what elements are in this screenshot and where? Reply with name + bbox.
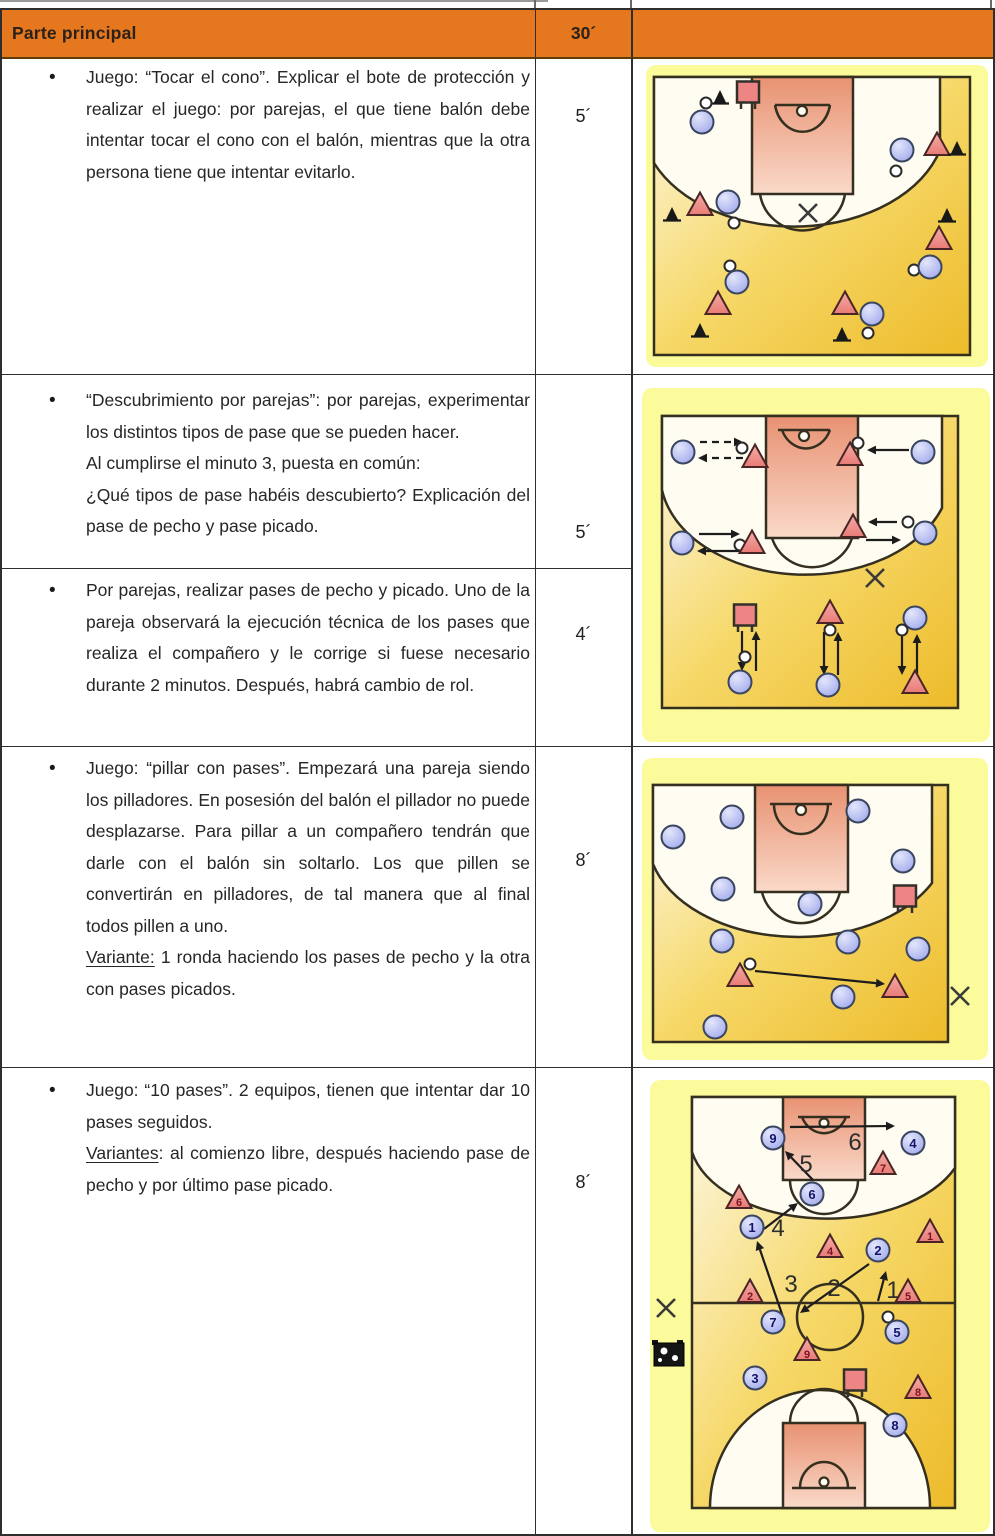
paragraph — [49, 1075, 530, 1138]
bullet-dot: • — [49, 390, 56, 411]
ball-icon — [737, 443, 748, 454]
player-marker — [891, 139, 914, 162]
diagram-cell — [633, 747, 993, 1068]
exercise-text-cell — [2, 59, 536, 375]
paragraph — [86, 1138, 530, 1201]
paragraph — [49, 753, 530, 942]
player-marker — [717, 191, 740, 214]
ball-icon — [891, 166, 902, 177]
svg-text:5: 5 — [904, 1291, 912, 1303]
paragraph — [49, 385, 530, 448]
text-run: Por parejas, realizar pases de pecho y picado. Uno de la pareja observará la ejecución técnica de los pases que realiza el compañero y le corrige si fuese necesario durante 2 minutos. Después, habrá cambio de rol. — [86, 580, 530, 695]
svg-text:8: 8 — [891, 1418, 899, 1433]
svg-text:2: 2 — [746, 1291, 754, 1303]
header-cell-duration — [536, 10, 633, 59]
player-marker — [914, 522, 937, 545]
player-marker — [741, 1216, 764, 1239]
diagram-cell — [633, 59, 993, 375]
duration-cell — [536, 747, 633, 1068]
player-marker — [912, 441, 935, 464]
bullet-dot: • — [49, 67, 56, 88]
player-marker — [867, 1239, 890, 1262]
paragraph — [49, 575, 530, 701]
svg-text:4: 4 — [826, 1246, 834, 1258]
row2-wrapper — [2, 375, 633, 747]
ball-icon — [825, 625, 836, 636]
svg-text:6: 6 — [735, 1197, 743, 1209]
paragraph — [86, 942, 530, 1005]
svg-text:7: 7 — [879, 1163, 887, 1175]
duration-value: 4´ — [575, 624, 592, 644]
player-marker — [801, 1183, 824, 1206]
player-marker — [726, 271, 749, 294]
scan-hairline — [0, 0, 548, 2]
section-title: Parte principal — [12, 23, 137, 43]
player-marker — [712, 878, 735, 901]
svg-text:1: 1 — [926, 1231, 934, 1243]
player-marker — [892, 850, 915, 873]
player-marker — [671, 532, 694, 555]
duration-cell — [536, 59, 633, 375]
svg-text:7: 7 — [769, 1315, 777, 1330]
duration-value: 5´ — [575, 106, 592, 126]
player-marker — [762, 1311, 785, 1334]
text-run: Juego: “pillar con pases”. Empezará una pareja siendo los pilladores. En posesión del balón el pillador no puede desplazarse. Para pillar a un compañero tendrán que darle con el balón sin soltarlo. Los que pillen se convertirán en pilladores, de tal manera que al final todos pillen a uno. — [86, 758, 530, 936]
player-marker — [847, 800, 870, 823]
svg-text:4: 4 — [909, 1136, 917, 1151]
pass-number-label: 2 — [827, 1275, 841, 1302]
player-marker — [902, 1132, 925, 1155]
text-run: Juego: “10 pases”. 2 equipos, tienen que intentar dar 10 pases seguidos. — [86, 1080, 530, 1132]
court-diagram-10-pases — [650, 1080, 990, 1532]
court-diagram-pillar-con-pases — [642, 758, 988, 1060]
duration-cell — [536, 1068, 633, 1534]
player-marker — [799, 893, 822, 916]
duration-value: 8´ — [575, 850, 592, 870]
text-run: 1 ronda haciendo los pases de pecho y la otra con pases picados. — [86, 947, 530, 999]
paragraph — [86, 448, 530, 480]
ball-icon — [853, 438, 864, 449]
pass-number-label: 6 — [848, 1129, 862, 1156]
exercise-text-cell — [2, 747, 536, 1068]
player-marker — [861, 303, 884, 326]
bullet-dot: • — [49, 1080, 56, 1101]
exercise-text-cell — [2, 375, 536, 569]
column-tick — [990, 0, 992, 8]
duration-value: 8´ — [575, 1172, 592, 1192]
player-marker — [762, 1127, 785, 1150]
duration-cell — [536, 375, 633, 569]
text-run: : al comienzo libre, después haciendo pase de pecho y por último pase picado. — [86, 1143, 530, 1195]
player-marker — [919, 256, 942, 279]
exercise-text-cell — [2, 1068, 536, 1534]
text-run: “Descubrimiento por parejas”: por parejas, experimentar los distintos tipos de pase que se pueden hacer. — [86, 390, 530, 442]
underlined-text: Variantes — [86, 1143, 159, 1163]
paragraph — [49, 62, 530, 188]
header-cell-diagram — [633, 10, 993, 59]
duration-cell — [536, 569, 633, 747]
camera-icon — [652, 1340, 684, 1366]
court-diagram-tocar-el-cono — [646, 65, 988, 367]
ball-icon — [897, 625, 908, 636]
player-marker — [837, 931, 860, 954]
ball-icon — [745, 959, 756, 970]
ball-icon — [701, 98, 712, 109]
exercise-text-cell — [2, 569, 536, 747]
page-top-strip — [0, 0, 995, 8]
column-tick — [630, 0, 632, 8]
pass-number-label: 1 — [886, 1277, 900, 1304]
player-marker — [832, 986, 855, 1009]
player-marker — [711, 930, 734, 953]
diagram-cell — [633, 1068, 993, 1534]
ball-icon — [725, 261, 736, 272]
player-marker — [721, 806, 744, 829]
text-run: Juego: “Tocar el cono”. Explicar el bote de protección y realizar el juego: por parejas, el que tiene balón debe intentar tocar el cono con el balón, mientras que la otra persona tiene que intentar evitarlo. — [86, 67, 530, 182]
ball-icon — [903, 517, 914, 528]
text-run: Al cumplirse el minuto 3, puesta en común: — [86, 453, 421, 473]
court-diagram-pases-parejas — [642, 388, 990, 742]
player-marker — [662, 826, 685, 849]
pass-number-label: 5 — [799, 1151, 813, 1178]
header-cell-title — [2, 10, 536, 59]
pass-number-label: 4 — [771, 1215, 785, 1242]
player-marker — [704, 1016, 727, 1039]
player-marker — [729, 671, 752, 694]
svg-text:9: 9 — [769, 1131, 777, 1146]
total-duration: 30´ — [570, 23, 597, 43]
paragraph — [86, 480, 530, 543]
player-marker — [884, 1414, 907, 1437]
underlined-text: Variante: — [86, 947, 155, 967]
duration-value: 5´ — [575, 522, 592, 542]
svg-text:9: 9 — [803, 1349, 811, 1361]
session-table — [0, 8, 995, 1536]
player-marker — [744, 1367, 767, 1390]
pass-number-label: 3 — [784, 1271, 798, 1298]
player-marker — [907, 938, 930, 961]
ball-icon — [729, 218, 740, 229]
player-marker — [691, 111, 714, 134]
diagram-cell — [633, 375, 993, 747]
svg-text:8: 8 — [914, 1387, 922, 1399]
svg-text:2: 2 — [874, 1243, 882, 1258]
svg-text:5: 5 — [893, 1325, 901, 1340]
ball-icon — [740, 652, 751, 663]
svg-text:1: 1 — [748, 1220, 756, 1235]
svg-text:3: 3 — [751, 1371, 759, 1386]
column-tick — [534, 0, 536, 8]
player-marker — [886, 1321, 909, 1344]
bullet-dot: • — [49, 580, 56, 601]
player-marker — [672, 441, 695, 464]
ball-icon — [863, 328, 874, 339]
svg-text:6: 6 — [808, 1187, 816, 1202]
bullet-dot: • — [49, 758, 56, 779]
player-marker — [817, 674, 840, 697]
text-run: ¿Qué tipos de pase habéis descubierto? Explicación del pase de pecho y pase picado. — [86, 484, 530, 536]
